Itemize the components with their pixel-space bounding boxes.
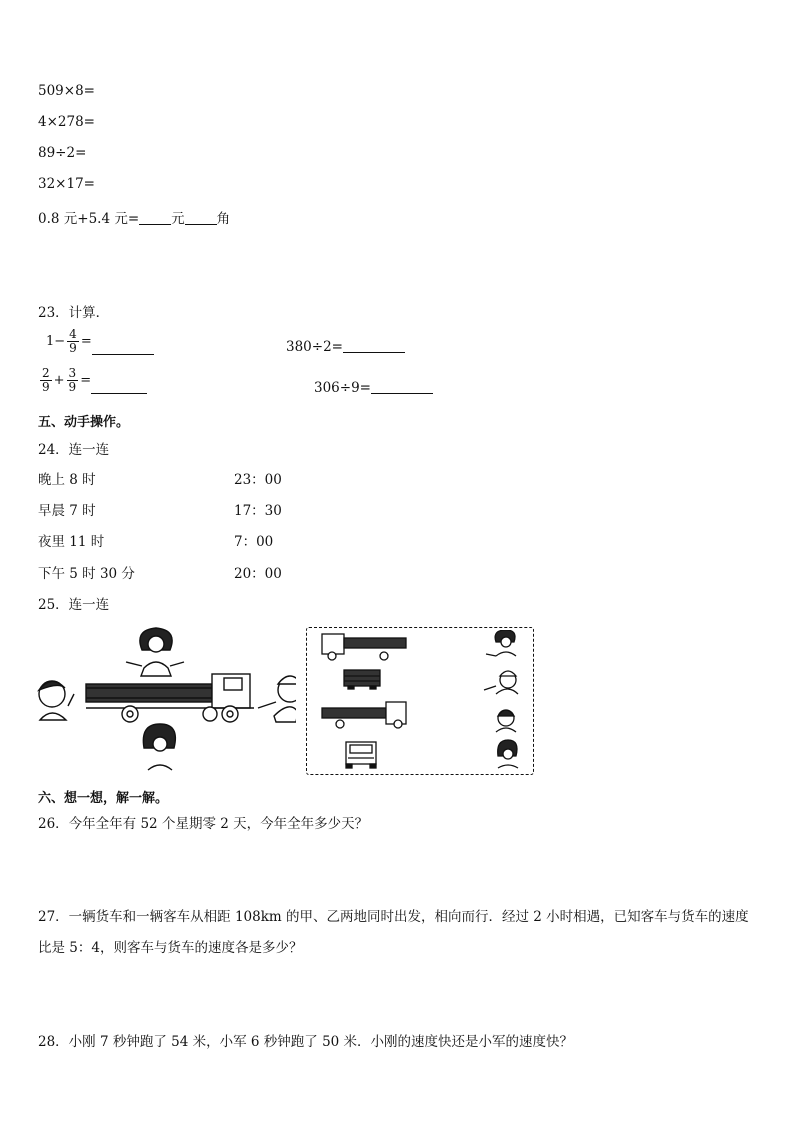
answer-blank-jiao[interactable]: [185, 211, 217, 225]
small-girl-figure-1: [486, 630, 516, 656]
denominator: 9: [68, 380, 77, 394]
numerator: 2: [42, 366, 50, 380]
fraction-4-9: [67, 328, 79, 355]
money-expression: 0.8 元+5.4 元=: [38, 211, 140, 227]
oral-calc-3: 89÷2=: [38, 145, 87, 161]
clock-time-4: 20：00: [234, 566, 282, 582]
time-phrase-3: 夜里 11 时: [38, 534, 105, 550]
clock-time-1: 23：00: [234, 472, 282, 488]
oral-calc-4: 32×17=: [38, 176, 95, 192]
time-phrase-1: 晚上 8 时: [38, 472, 96, 488]
numerator: 4: [69, 327, 77, 341]
oral-calc-2: 4×278=: [38, 114, 95, 130]
flatbed-truck-side: [86, 674, 254, 722]
small-man-figure: [484, 671, 518, 694]
small-boy-figure: [496, 710, 516, 732]
boy-left-figure: [39, 681, 74, 720]
question-23-expr-2: [286, 339, 405, 355]
section-6-heading: 六、想一想，解一解。: [38, 791, 169, 806]
answer-blank[interactable]: [343, 339, 405, 353]
expr-lead: 1−: [46, 334, 66, 349]
fraction-3-9: [67, 367, 79, 394]
small-girl-figure-2: [498, 740, 518, 768]
oral-calc-1: 509×8=: [38, 83, 95, 99]
plus-sign: +: [53, 373, 65, 388]
question-28: 28．小刚 7 秒钟跑了 54 米，小军 6 秒钟跑了 50 米．小刚的速度快还是小军的速度快？: [38, 1034, 574, 1050]
question-27-line-1: 27．一辆货车和一辆客车从相距 108km 的甲、乙两地同时出发，相向而行．经过 2 小时相遇，已知客车与货车的速度: [38, 909, 749, 925]
expr-text: 380÷2=: [286, 339, 343, 355]
time-phrase-2: 早晨 7 时: [38, 503, 96, 519]
truck-view-front: [346, 742, 376, 768]
question-25-title: 25．连一连: [38, 597, 110, 613]
equals-sign: =: [80, 334, 92, 349]
answer-blank[interactable]: [91, 380, 147, 394]
clock-time-2: 17：30: [234, 503, 282, 519]
question-26: 26．今年全年有 52 个星期零 2 天，今年全年多少天？: [38, 816, 369, 832]
answer-blank[interactable]: [92, 341, 154, 355]
truck-view-side-left: [322, 634, 406, 660]
section-5-heading: 五、动手操作。: [38, 415, 130, 430]
numerator: 3: [68, 366, 77, 380]
unit-jiao: 角: [216, 211, 231, 227]
money-question: [38, 207, 230, 227]
equals-sign: =: [80, 373, 92, 388]
denominator: 9: [42, 380, 50, 394]
question-27-line-2: 比是 5：4，则客车与货车的速度各是多少？: [38, 940, 303, 956]
clock-time-3: 7：00: [234, 534, 274, 550]
question-23-expr-4: [314, 380, 433, 396]
denominator: 9: [69, 341, 77, 355]
question-23-expr-1: [46, 328, 154, 355]
question-23-title: 23．计算．: [38, 305, 110, 321]
unit-yuan: 元: [171, 211, 185, 227]
truck-views-illustration: [310, 630, 532, 772]
truck-view-side-right: [322, 702, 406, 728]
question-23-expr-3: [38, 367, 147, 394]
fraction-2-9: [40, 367, 52, 394]
answer-blank-yuan[interactable]: [139, 211, 171, 225]
girl-top-figure: [126, 628, 184, 676]
man-right-figure: [258, 676, 296, 722]
answer-blank[interactable]: [371, 380, 433, 394]
expr-text: 306÷9=: [314, 380, 371, 396]
truck-view-rear: [344, 670, 380, 689]
girl-bottom-figure: [143, 724, 175, 770]
truck-scene-illustration: [34, 624, 296, 774]
question-24-title: 24．连一连: [38, 442, 110, 458]
time-phrase-4: 下午 5 时 30 分: [38, 566, 135, 582]
